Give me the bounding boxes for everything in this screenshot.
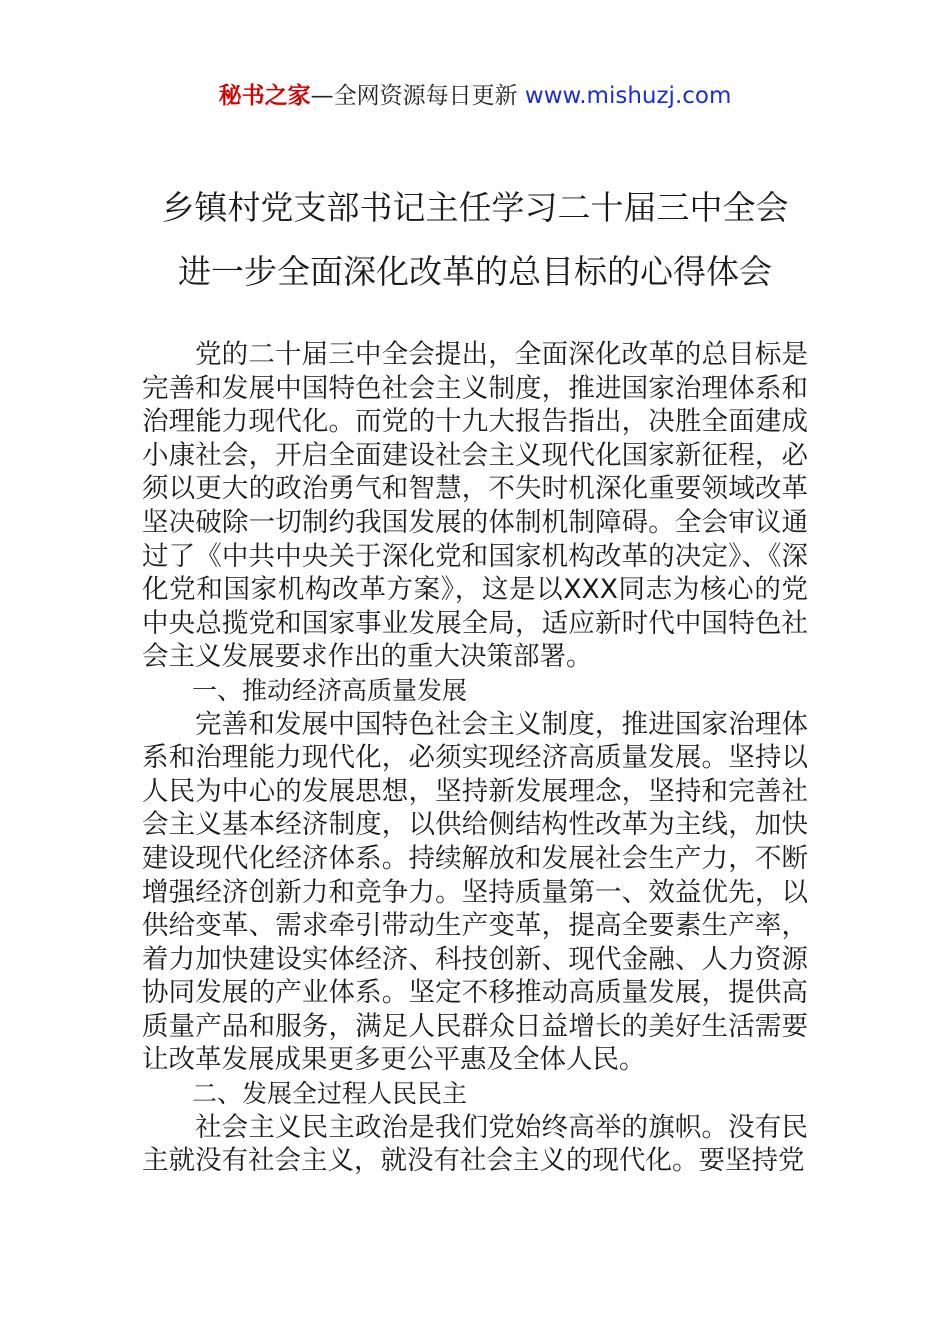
- section-heading-1: 一、推动经济高质量发展: [192, 675, 468, 705]
- intro-paragraph: 党的二十届三中全会提出，全面深化改革的总目标是完善和发展中国特色社会主义制度，推进国家治理体系和治理能力现代化。而党的十九大报告指出，决胜全面建成小康社会，开启全面建设社会主义现代化国家新征程，必须以更大的政治勇气和智慧，不失时机深化重要领域改革坚决破除一切制约我国发展的体制机制障碍。全会审议通过了《中共中央关于深化党和国家机构改革的决定》、《深化党和国家机构改革方案》，这是以XXX同志为核心的党中央总揽党和国家事业发展全局，适应新时代中国特色社会主义发展要求作出的重大决策部署。: [142, 339, 808, 673]
- section-2-paragraph: 社会主义民主政治是我们党始终高举的旗帜。没有民主就没有社会主义，就没有社会主义的现代化。要坚持党: [142, 1111, 808, 1177]
- document-title: [0, 176, 950, 304]
- title-line-2: 进一步全面深化改革的总目标的心得体会: [178, 252, 772, 291]
- brand-name: 秘书之家: [218, 83, 311, 109]
- site-url-link[interactable]: www.mishuzj.com: [524, 83, 732, 109]
- header-tagline: —全网资源每日更新: [310, 83, 525, 109]
- section-1-paragraph: 完善和发展中国特色社会主义制度，推进国家治理体系和治理能力现代化，必须实现经济高质量发展。坚持以人民为中心的发展思想，坚持新发展理念，坚持和完善社会主义基本经济制度，以供给侧结构性改革为主线，加快建设现代化经济体系。持续解放和发展社会生产力，不断增强经济创新力和竞争力。坚持质量第一、效益优先，以供给变革、需求牵引带动生产变革，提高全要素生产率，着力加快建设实体经济、科技创新、现代金融、人力资源协同发展的产业体系。坚定不移推动高质量发展，提供高质量产品和服务，满足人民群众日益增长的美好生活需要让改革发展成果更多更公平惠及全体人民。: [142, 708, 808, 1076]
- document-body: [142, 338, 808, 1178]
- title-line-1: 乡镇村党支部书记主任学习二十届三中全会: [161, 188, 789, 227]
- site-header: [0, 80, 950, 112]
- section-heading-2: 二、发展全过程人民民主: [192, 1079, 468, 1109]
